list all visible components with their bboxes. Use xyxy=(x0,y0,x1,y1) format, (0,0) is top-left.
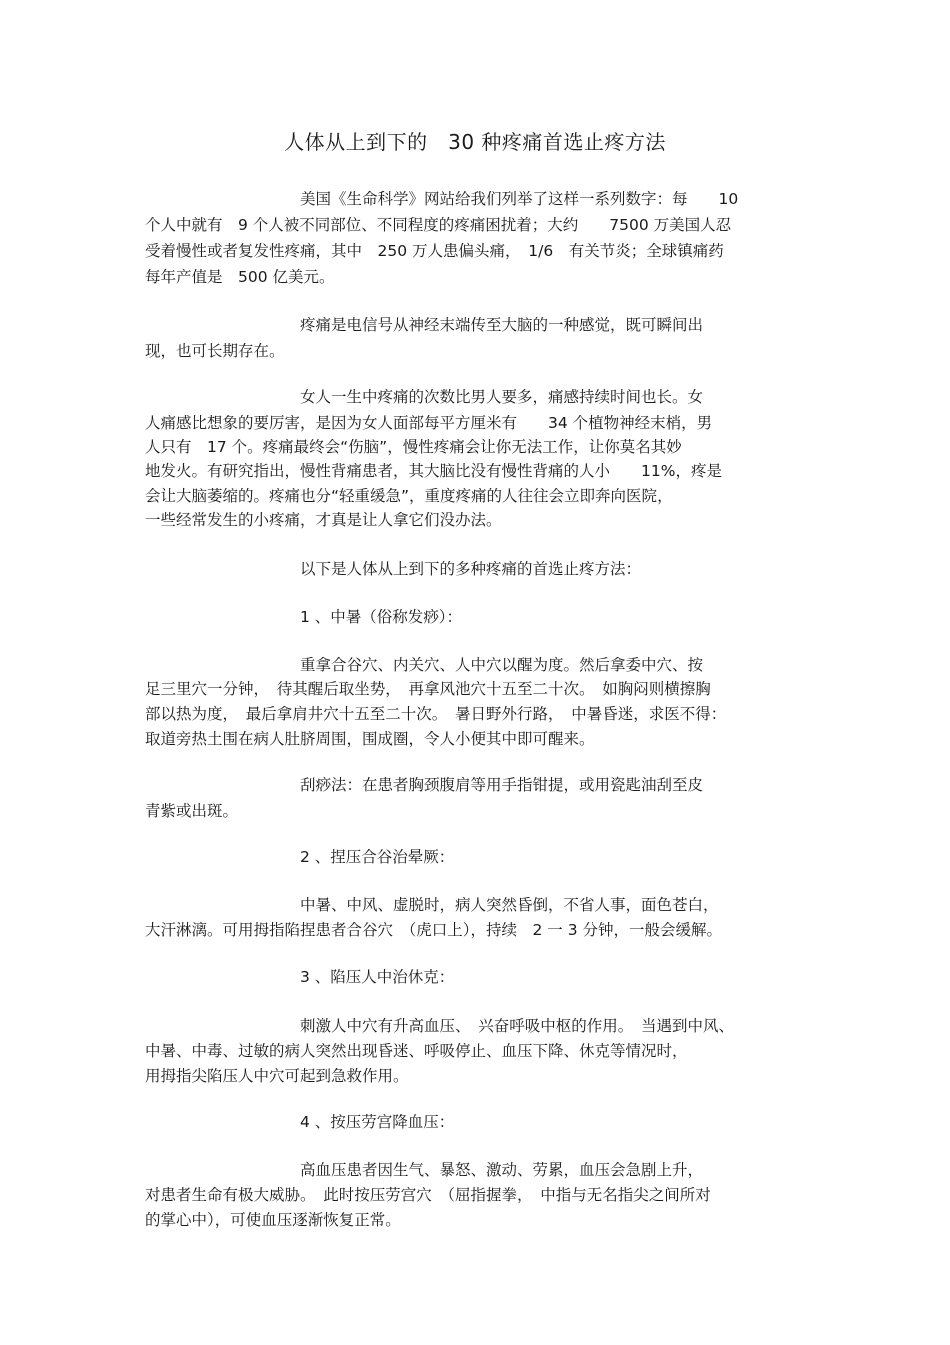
paragraph-line: 现，也可长期存在。 xyxy=(145,342,285,360)
paragraph-line: 每年产值是 500 亿美元。 xyxy=(145,268,335,286)
paragraph-line: 个人中就有 9 个人被不同部位、不同程度的疼痛困扰着；大约 7500 万美国人忍 xyxy=(145,216,732,234)
paragraph-line: 地发火。有研究指出，慢性背痛患者，其大脑比没有慢性背痛的人小 11%，疼是 xyxy=(145,462,722,480)
paragraph-line: 青紫或出斑。 xyxy=(145,802,239,820)
paragraph-line: 一些经常发生的小疼痛，才真是让人拿它们没办法。 xyxy=(145,511,502,529)
section-heading: 4 、按压劳宫降血压： xyxy=(145,1113,455,1131)
paragraph-line: 大汗淋漓。可用拇指陷捏患者合谷穴 （虎口上），持续 2 一 3 分钟，一般会缓解。 xyxy=(145,921,723,939)
paragraph-line: 部以热为度， 最后拿肩井穴十五至二十次。 暑日野外行路， 中暑昏迷，求医不得： xyxy=(145,705,727,723)
paragraph-line: 的掌心中），可使血压逐渐恢复正常。 xyxy=(145,1211,401,1229)
paragraph-line: 取道旁热土围在病人肚脐周围，围成圈，令人小便其中即可醒来。 xyxy=(145,730,595,748)
paragraph-line: 刮痧法：在患者胸颈腹肩等用手指钳提，或用瓷匙油刮至皮 xyxy=(145,776,704,794)
paragraph-line: 用拇指尖陷压人中穴可起到急救作用。 xyxy=(145,1067,409,1085)
paragraph-line: 疼痛是电信号从神经末端传至大脑的一种感觉，既可瞬间出 xyxy=(145,316,704,334)
paragraph-line: 刺激人中穴有升高血压、 兴奋呼吸中枢的作用。 当遇到中风、 xyxy=(145,1017,735,1035)
section-heading: 2 、捏压合谷治晕厥： xyxy=(145,848,455,866)
paragraph-line: 人痛感比想象的要厉害，是因为女人面部每平方厘米有 34 个植物神经末梢，男 xyxy=(145,414,713,432)
paragraph-line: 女人一生中疼痛的次数比男人要多，痛感持续时间也长。女 xyxy=(145,388,704,406)
paragraph-line: 以下是人体从上到下的多种疼痛的首选止疼方法： xyxy=(145,560,642,578)
section-heading: 1 、中暑（俗称发痧）： xyxy=(145,608,463,626)
paragraph-line: 对患者生命有极大威胁。 此时按压劳宫穴 （屈指握拳， 中指与无名指尖之间所对 xyxy=(145,1186,711,1204)
paragraph-line: 会让大脑萎缩的。疼痛也分“轻重缓急”，重度疼痛的人往往会立即奔向医院， xyxy=(145,487,673,505)
paragraph-line: 人只有 17 个。疼痛最终会“伤脑”，慢性疼痛会让你无法工作，让你莫名其妙 xyxy=(145,438,682,456)
paragraph-line: 足三里穴一分钟， 待其醒后取坐势， 再拿风池穴十五至二十次。 如胸闷则横擦胸 xyxy=(145,680,711,698)
section-heading: 3 、陷压人中治休克： xyxy=(145,968,455,986)
paragraph-line: 重拿合谷穴、内关穴、人中穴以醒为度。然后拿委中穴、按 xyxy=(145,656,704,674)
paragraph-line: 高血压患者因生气、暴怒、激动、劳累，血压会急剧上升， xyxy=(145,1161,704,1179)
paragraph-line: 美国《生命科学》网站给我们列举了这样一系列数字：每 10 xyxy=(145,190,739,208)
paragraph-line: 受着慢性或者复发性疼痛，其中 250 万人患偏头痛， 1/6 有关节炎；全球镇痛药 xyxy=(145,242,724,260)
paragraph-line: 中暑、中风、虚脱时，病人突然昏倒，不省人事，面色苍白， xyxy=(145,896,719,914)
document-title: 人体从上到下的 30 种疼痛首选止疼方法 xyxy=(284,130,666,154)
paragraph-line: 中暑、中毒、过敏的病人突然出现昏迷、呼吸停止、血压下降、休克等情况时， xyxy=(145,1042,688,1060)
